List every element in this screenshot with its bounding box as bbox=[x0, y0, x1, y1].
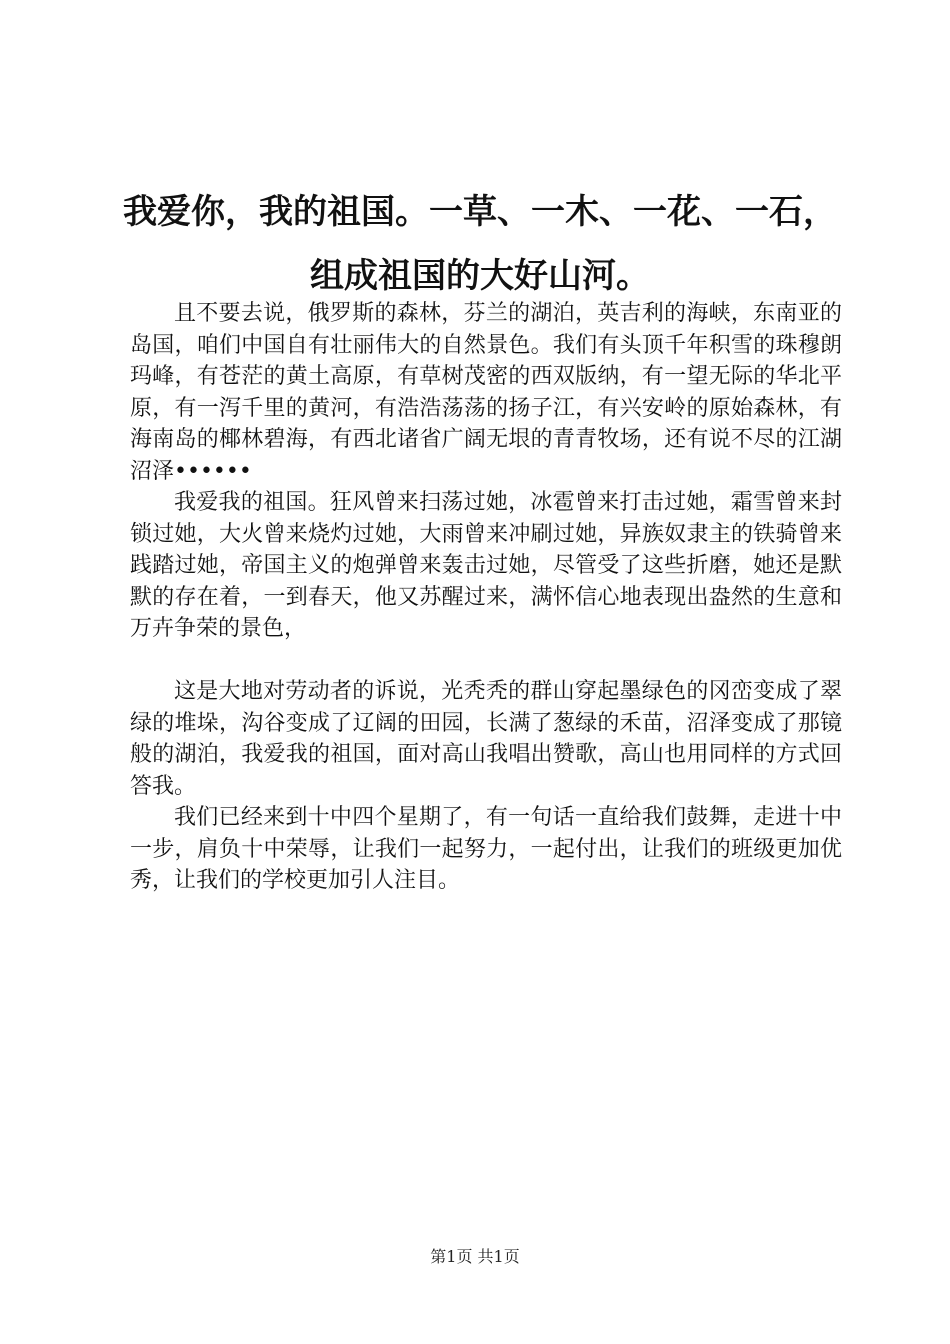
document-title: 我爱你，我的祖国。一草、一木、一花、一石，组成祖国的大好山河。 bbox=[123, 192, 837, 296]
paragraph-3: 这是大地对劳动者的诉说，光秃秃的群山穿起墨绿色的冈峦变成了翠绿的堆垛，沟谷变成了辽阔的田园，长满了葱绿的禾苗，沼泽变成了那镜般的湖泊，我爱我的祖国，面对高山我唱出赞歌，高山也用同样的方式回答我。 bbox=[130, 679, 842, 799]
page-number-footer: 第1页 共1页 bbox=[430, 1247, 520, 1266]
document-body bbox=[130, 298, 842, 897]
paragraph-2: 我爱我的祖国。狂风曾来扫荡过她，冰雹曾来打击过她，霜雪曾来封锁过她，大火曾来烧灼过她，大雨曾来冲刷过她，异族奴隶主的铁骑曾来践踏过她，帝国主义的炮弹曾来轰击过她，尽管受了这些折磨，她还是默默的存在着，一到春天，他又苏醒过来，满怀信心地表现出盎然的生意和万卉争荣的景色， bbox=[130, 490, 842, 641]
paragraph-4: 我们已经来到十中四个星期了，有一句话一直给我们鼓舞，走进十中一步，肩负十中荣辱，让我们一起努力，一起付出，让我们的班级更加优秀，让我们的学校更加引人注目。 bbox=[130, 805, 842, 893]
paragraph-spacer bbox=[130, 645, 842, 677]
paragraph-1: 且不要去说，俄罗斯的森林，芬兰的湖泊，英吉利的海峡，东南亚的岛国，咱们中国自有壮丽伟大的自然景色。我们有头顶千年积雪的珠穆朗玛峰，有苍茫的黄土高原，有草树茂密的西双版纳，有一望无际的华北平原，有一泻千里的黄河，有浩浩荡荡的扬子江，有兴安岭的原始森林，有海南岛的椰林碧海，有西北诸省广阔无垠的青青牧场，还有说不尽的江湖沼泽•••••• bbox=[130, 301, 842, 484]
